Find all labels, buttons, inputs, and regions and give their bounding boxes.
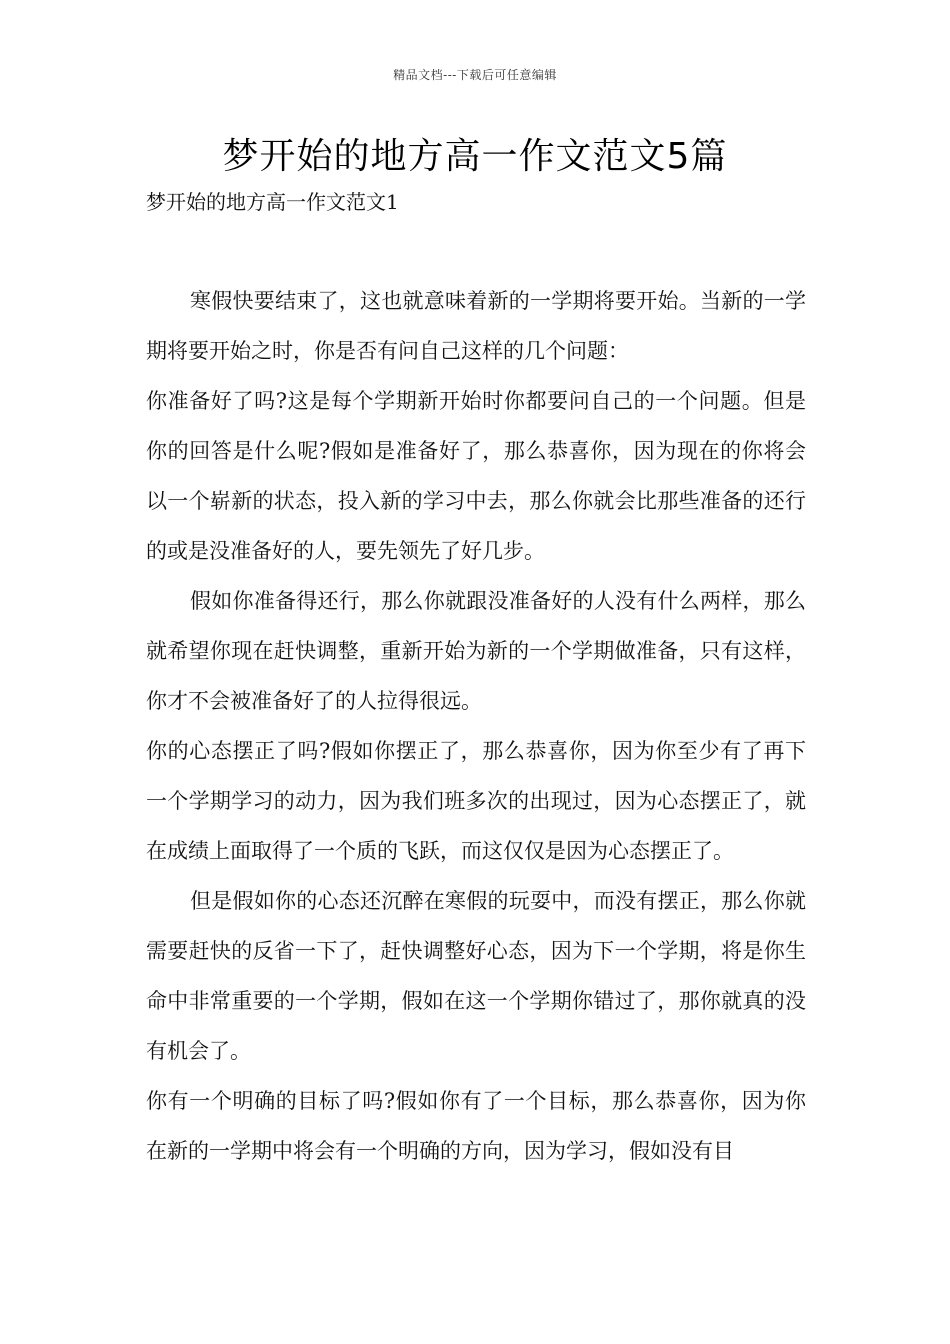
paragraph: 你准备好了吗?这是每个学期新开始时你都要问自己的一个问题。但是你的回答是什么呢?假如是准备好了，那么恭喜你，因为现在的你将会以一个崭新的状态，投入新的学习中去，那么你就会比那些准备的还行的或是没准备好的人，要先领先了好几步。 xyxy=(146,389,806,563)
header-note: 精品文档---下载后可任意编辑 xyxy=(393,68,557,82)
paragraph: 你有一个明确的目标了吗?假如你有了一个目标，那么恭喜你，因为你在新的一学期中将会有一个明确的方向，因为学习，假如没有目 xyxy=(146,1089,806,1163)
paragraph: 但是假如你的心态还沉醉在寒假的玩耍中，而没有摆正，那么你就需要赶快的反省一下了，赶快调整好心态，因为下一个学期，将是你生命中非常重要的一个学期，假如在这一个学期你错过了，那你就真的没有机会了。 xyxy=(146,889,806,1063)
body-text xyxy=(146,276,806,1176)
paragraph: 寒假快要结束了，这也就意味着新的一学期将要开始。当新的一学期将要开始之时，你是否有问自己这样的几个问题： xyxy=(146,289,806,363)
paragraph: 你的心态摆正了吗?假如你摆正了，那么恭喜你，因为你至少有了再下一个学期学习的动力，因为我们班多次的出现过，因为心态摆正了，就在成绩上面取得了一个质的飞跃，而这仅仅是因为心态摆正了。 xyxy=(146,739,806,863)
section-heading: 梦开始的地方高一作文范文1 xyxy=(146,190,399,214)
paragraph: 假如你准备得还行，那么你就跟没准备好的人没有什么两样，那么就希望你现在赶快调整，重新开始为新的一个学期做准备，只有这样，你才不会被准备好了的人拉得很远。 xyxy=(146,589,806,713)
document-title: 梦开始的地方高一作文范文5篇 xyxy=(222,136,728,177)
